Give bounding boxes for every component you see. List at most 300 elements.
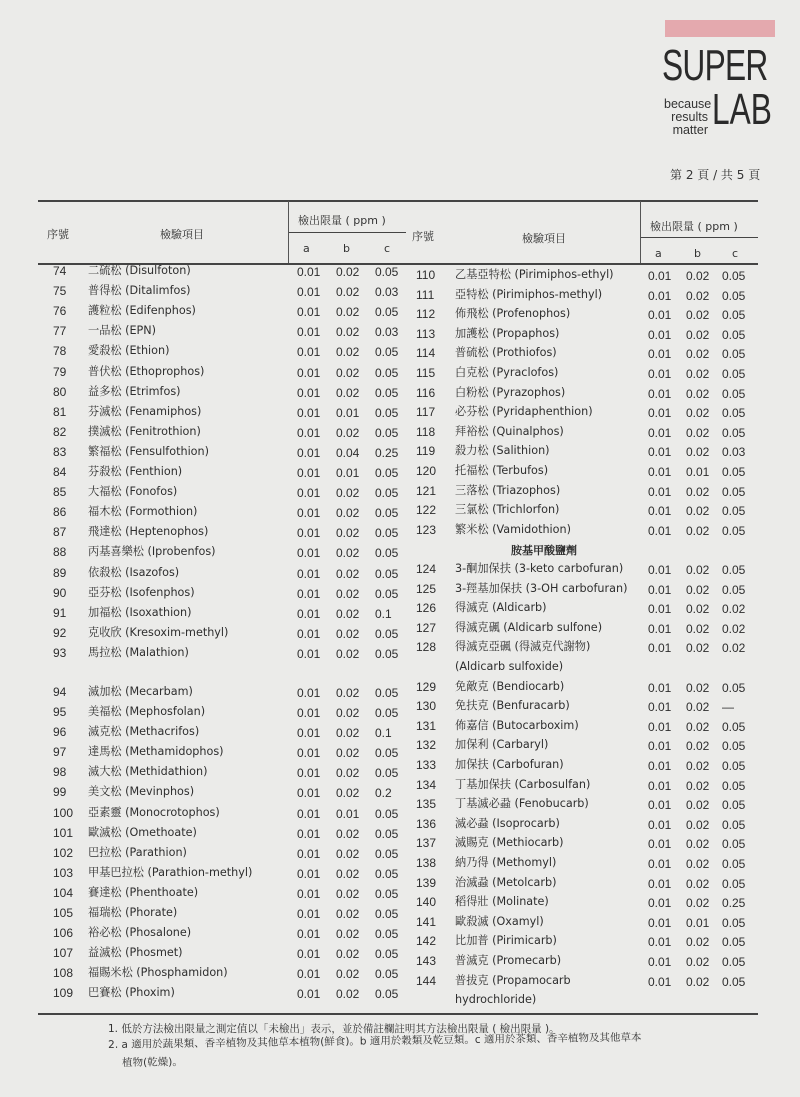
row-limit-c: 0.05 — [375, 766, 399, 781]
row-limit-b: 0.02 — [686, 719, 710, 734]
header-divider-left — [288, 201, 289, 263]
row-limit-a: 0.01 — [648, 484, 672, 499]
row-limit-a: 0.01 — [297, 646, 321, 661]
row-limit-c: 0.05 — [722, 778, 746, 793]
row-limit-b: 0.02 — [336, 265, 360, 279]
row-limit-b: 0.02 — [686, 857, 710, 871]
row-limit-b: 0.02 — [686, 484, 710, 499]
row-item: 3-酮加保扶 (3-keto carbofuran) — [455, 562, 624, 575]
row-limit-a: 0.01 — [297, 967, 321, 982]
row-limit-b: 0.01 — [686, 915, 710, 930]
header-c: c — [732, 247, 739, 260]
row-item: 三氯松 (Trichlorfon) — [455, 503, 560, 517]
row-limit-a: 0.01 — [297, 907, 321, 921]
row-limit-c: 0.05 — [375, 967, 399, 982]
row-seq: 131 — [416, 718, 437, 733]
row-limit-b: 0.04 — [336, 445, 360, 460]
row-seq: 125 — [416, 581, 437, 596]
row-seq: 106 — [53, 926, 74, 941]
row-item: 一品松 (EPN) — [88, 324, 157, 338]
row-limit-b: 0.02 — [336, 826, 360, 841]
row-seq: 135 — [416, 797, 437, 812]
row-seq: 108 — [53, 966, 74, 981]
row-item: (Aldicarb sulfoxide) — [455, 660, 564, 673]
row-item: 普滅克 (Promecarb) — [455, 954, 562, 967]
row-limit-c: 0.05 — [375, 265, 399, 279]
row-limit-a: 0.01 — [297, 606, 321, 621]
row-limit-c: 0.05 — [375, 927, 399, 942]
row-seq: 103 — [53, 865, 74, 880]
row-seq: 89 — [53, 565, 67, 580]
row-item: 普得松 (Ditalimfos) — [88, 284, 191, 298]
row-limit-c: 0.05 — [375, 846, 399, 861]
row-item: 歐滅松 (Omethoate) — [88, 825, 197, 839]
row-limit-c: 0.05 — [722, 269, 746, 283]
row-seq: 124 — [416, 562, 437, 576]
row-limit-c: 0.05 — [722, 680, 746, 695]
row-item: 甲基巴拉松 (Parathion-methyl) — [88, 865, 253, 879]
row-limit-a: 0.01 — [648, 641, 672, 656]
row-limit-c: 0.05 — [722, 837, 746, 852]
row-limit-b: 0.02 — [686, 523, 710, 538]
row-limit-a: 0.01 — [297, 385, 321, 400]
logo-tagline — [664, 97, 712, 137]
row-limit-c: 0.05 — [375, 526, 399, 541]
row-limit-b: 0.01 — [336, 405, 360, 420]
row-limit-a: 0.01 — [648, 465, 672, 479]
row-seq: 123 — [416, 522, 437, 537]
row-limit-a: 0.01 — [297, 806, 321, 821]
row-limit-c: 0.05 — [375, 626, 399, 641]
row-limit-b: 0.02 — [686, 563, 710, 577]
row-item: 免扶克 (Benfuracarb) — [455, 699, 570, 713]
row-limit-a: 0.01 — [648, 935, 672, 950]
row-seq: 139 — [416, 875, 437, 890]
row-limit-a: 0.01 — [297, 826, 321, 841]
row-item: 免敵克 (Bendiocarb) — [455, 679, 565, 693]
row-item: 福賜米松 (Phosphamidon) — [88, 966, 228, 980]
row-limit-c: 0.05 — [375, 546, 399, 561]
row-item: 佈嘉信 (Butocarboxim) — [455, 718, 579, 732]
row-item: 加保扶 (Carbofuran) — [455, 758, 564, 771]
row-seq: 81 — [53, 404, 67, 419]
row-seq: 93 — [53, 645, 67, 660]
row-seq: 116 — [416, 385, 436, 400]
row-limit-b: 0.02 — [336, 987, 360, 1002]
row-item: 必芬松 (Pyridaphenthion) — [455, 405, 593, 419]
row-limit-b: 0.02 — [336, 526, 360, 541]
row-limit-b: 0.02 — [336, 786, 360, 801]
row-limit-c: 0.05 — [722, 367, 746, 381]
row-limit-a: 0.01 — [297, 866, 321, 881]
row-limit-b: 0.02 — [336, 385, 360, 400]
row-limit-a: 0.01 — [297, 566, 321, 581]
row-item: 美福松 (Mephosfolan) — [88, 705, 206, 718]
row-limit-c: 0.05 — [722, 425, 746, 440]
header-limit: 檢出限量 ( ppm ) — [650, 220, 738, 233]
header-seq: 序號 — [47, 228, 69, 241]
row-item: 撲滅松 (Fenitrothion) — [88, 424, 201, 438]
row-limit-b: 0.02 — [686, 425, 710, 440]
category-heading: 胺基甲酸鹽劑 — [511, 544, 577, 558]
row-seq: 98 — [53, 765, 67, 780]
row-item: 乙基亞特松 (Pirimiphos-ethyl) — [455, 268, 614, 281]
row-item: 拜裕松 (Quinalphos) — [455, 424, 564, 438]
row-limit-c: 0.05 — [375, 305, 399, 320]
row-limit-a: 0.01 — [297, 726, 321, 741]
row-limit-b: 0.02 — [336, 486, 360, 501]
row-limit-a: 0.01 — [648, 719, 672, 734]
row-limit-c: 0.05 — [375, 746, 399, 761]
row-item: 加保利 (Carbaryl) — [455, 738, 549, 752]
row-limit-a: 0.01 — [297, 626, 321, 641]
row-seq: 129 — [416, 679, 437, 694]
row-limit-a: 0.01 — [648, 837, 672, 852]
row-limit-c: 0.05 — [375, 886, 399, 901]
brand-accent-bar — [665, 20, 775, 37]
row-limit-c: 0.05 — [375, 365, 399, 380]
row-item: 滅賜克 (Methiocarb) — [455, 836, 564, 850]
row-limit-a: 0.01 — [297, 305, 321, 320]
row-item: 亞芬松 (Isofenphos) — [88, 585, 195, 599]
row-seq: 128 — [416, 640, 437, 655]
row-limit-a: 0.01 — [297, 846, 321, 861]
row-limit-c: 0.05 — [375, 385, 399, 400]
row-limit-b: 0.02 — [336, 606, 360, 621]
row-limit-c: 0.05 — [375, 987, 399, 1002]
row-seq: 121 — [416, 483, 437, 498]
row-seq: 110 — [416, 268, 436, 282]
row-limit-b: 0.02 — [686, 582, 710, 597]
row-limit-c: — — [722, 700, 734, 715]
row-limit-b: 0.02 — [336, 846, 360, 861]
row-limit-c: 0.05 — [375, 706, 399, 720]
row-seq: 80 — [53, 384, 67, 399]
row-limit-c: 0.05 — [722, 582, 746, 597]
row-limit-c: 0.05 — [375, 425, 399, 440]
row-limit-c: 0.05 — [722, 817, 746, 832]
row-item: 福木松 (Formothion) — [88, 505, 198, 519]
row-limit-a: 0.01 — [648, 680, 672, 695]
header-subrule-left — [288, 232, 406, 233]
row-item: 二硫松 (Disulfoton) — [88, 264, 191, 277]
row-item: 得滅克亞碸 (得滅克代謝物) — [455, 640, 591, 654]
row-seq: 130 — [416, 699, 437, 714]
row-limit-b: 0.02 — [336, 907, 360, 921]
row-item: 馬拉松 (Malathion) — [88, 645, 189, 659]
row-limit-b: 0.02 — [686, 778, 710, 793]
row-seq: 115 — [416, 366, 436, 380]
table-bottom-rule — [38, 1013, 758, 1015]
row-item: 普硫松 (Prothiofos) — [455, 346, 557, 360]
row-limit-c: 0.25 — [375, 445, 399, 460]
row-limit-a: 0.01 — [297, 265, 321, 279]
row-seq: 96 — [53, 725, 67, 740]
row-limit-b: 0.02 — [686, 269, 710, 283]
row-item: 滅必蝨 (Isoprocarb) — [455, 816, 560, 830]
row-limit-c: 0.05 — [722, 327, 746, 342]
row-limit-b: 0.02 — [336, 947, 360, 962]
row-limit-a: 0.01 — [648, 308, 672, 323]
row-limit-c: 0.05 — [722, 719, 746, 734]
row-seq: 120 — [416, 464, 437, 478]
row-limit-c: 0.1 — [375, 606, 392, 621]
row-seq: 143 — [416, 954, 437, 968]
logo-lab-text: LAB — [712, 85, 772, 134]
row-limit-a: 0.01 — [648, 602, 672, 617]
row-seq: 85 — [53, 485, 67, 500]
row-item: 巴拉松 (Parathion) — [88, 845, 187, 859]
row-limit-a: 0.01 — [297, 445, 321, 460]
row-limit-c: 0.05 — [375, 506, 399, 521]
row-limit-c: 0.03 — [375, 325, 399, 340]
row-seq: 109 — [53, 986, 74, 1001]
row-limit-b: 0.02 — [336, 305, 360, 320]
row-seq: 127 — [416, 620, 437, 635]
row-limit-a: 0.01 — [648, 857, 672, 871]
row-limit-c: 0.05 — [722, 308, 746, 323]
row-limit-c: 0.02 — [722, 641, 746, 656]
row-limit-b: 0.02 — [686, 641, 710, 656]
row-item: 普拔克 (Propamocarb — [455, 973, 571, 987]
row-limit-c: 0.05 — [722, 406, 746, 421]
row-limit-b: 0.02 — [686, 739, 710, 754]
row-seq: 104 — [53, 885, 74, 900]
row-limit-c: 0.25 — [722, 896, 746, 911]
row-limit-a: 0.01 — [297, 586, 321, 601]
row-seq: 97 — [53, 745, 67, 760]
row-limit-a: 0.01 — [648, 896, 672, 911]
row-limit-a: 0.01 — [648, 269, 672, 283]
row-seq: 87 — [53, 525, 67, 540]
header-b: b — [694, 247, 701, 260]
row-seq: 118 — [416, 424, 436, 439]
row-limit-a: 0.01 — [648, 876, 672, 891]
tagline-line: results — [671, 110, 708, 124]
row-seq: 83 — [53, 444, 67, 459]
row-item: 納乃得 (Methomyl) — [455, 856, 557, 869]
row-limit-c: 0.05 — [722, 465, 746, 479]
row-limit-c: 0.05 — [722, 563, 746, 577]
row-limit-b: 0.02 — [686, 288, 710, 303]
row-limit-a: 0.01 — [648, 700, 672, 715]
footnote-1: 1. 低於方法檢出限量之測定值以「未檢出」表示，並於備註欄註明其方法檢出限量 ( 檢出限量 )。 — [108, 1023, 560, 1035]
row-limit-b: 0.02 — [686, 367, 710, 381]
row-limit-b: 0.02 — [336, 546, 360, 561]
row-limit-c: 0.05 — [375, 826, 399, 841]
row-limit-c: 0.05 — [722, 347, 746, 362]
row-item: 白克松 (Pyraclofos) — [455, 366, 559, 379]
row-item: 芬殺松 (Fenthion) — [88, 465, 183, 478]
row-limit-c: 0.05 — [722, 798, 746, 813]
row-item: 亞特松 (Pirimiphos-methyl) — [455, 287, 603, 301]
row-limit-a: 0.01 — [297, 425, 321, 440]
row-item: 治滅蝨 (Metolcarb) — [455, 875, 557, 889]
row-limit-b: 0.01 — [336, 466, 360, 480]
row-item: 巴賽松 (Phoxim) — [88, 986, 175, 1000]
row-seq: 95 — [53, 705, 67, 719]
row-item: 稻得壯 (Molinate) — [455, 895, 549, 909]
row-limit-a: 0.01 — [648, 367, 672, 381]
row-limit-b: 0.02 — [336, 685, 360, 700]
page-number: 第 2 頁 / 共 5 頁 — [670, 168, 761, 182]
row-item: 加護松 (Propaphos) — [455, 326, 560, 340]
row-limit-b: 0.02 — [336, 345, 360, 360]
header-c: c — [384, 242, 391, 255]
row-limit-c: 0.1 — [375, 726, 392, 741]
row-limit-b: 0.02 — [336, 967, 360, 982]
row-limit-a: 0.01 — [297, 706, 321, 720]
row-limit-a: 0.01 — [297, 786, 321, 801]
header-limit: 檢出限量 ( ppm ) — [298, 214, 386, 227]
row-seq: 136 — [416, 816, 437, 831]
row-seq: 114 — [416, 346, 436, 361]
row-limit-b: 0.02 — [686, 798, 710, 813]
row-limit-b: 0.02 — [336, 766, 360, 781]
row-item: 托福松 (Terbufos) — [455, 464, 549, 477]
row-limit-b: 0.02 — [336, 586, 360, 601]
row-limit-c: 0.03 — [375, 285, 399, 300]
row-seq: 78 — [53, 344, 67, 359]
row-limit-c: 0.2 — [375, 786, 392, 801]
row-limit-b: 0.02 — [686, 955, 710, 969]
row-seq: 74 — [53, 264, 67, 278]
row-item: 比加普 (Pirimicarb) — [455, 934, 557, 948]
row-seq: 88 — [53, 545, 67, 560]
row-limit-b: 0.02 — [336, 566, 360, 581]
row-item: 滅克松 (Methacrifos) — [88, 725, 200, 739]
row-limit-b: 0.02 — [336, 726, 360, 741]
row-item: 達馬松 (Methamidophos) — [88, 745, 224, 759]
row-limit-c: 0.05 — [722, 523, 746, 538]
row-seq: 107 — [53, 946, 74, 961]
footnote-2-cont: 植物(乾燥)。 — [122, 1056, 183, 1069]
row-limit-c: 0.05 — [722, 504, 746, 519]
row-item: 丁基滅必蝨 (Fenobucarb) — [455, 797, 589, 811]
row-seq: 94 — [53, 684, 67, 699]
row-seq: 79 — [53, 364, 67, 379]
header-subrule-right — [640, 237, 758, 238]
header-item: 檢驗項目 — [522, 232, 566, 245]
logo-super-text: SUPER — [662, 41, 768, 90]
row-limit-a: 0.01 — [648, 523, 672, 538]
row-item: 亞素靈 (Monocrotophos) — [88, 805, 220, 819]
tagline-line: because — [664, 97, 712, 111]
header-divider-right — [640, 201, 641, 263]
row-limit-a: 0.01 — [648, 974, 672, 989]
row-limit-a: 0.01 — [648, 406, 672, 421]
row-item: 佈飛松 (Profenophos) — [455, 307, 571, 321]
row-limit-a: 0.01 — [648, 582, 672, 597]
row-limit-c: 0.05 — [722, 857, 746, 871]
row-limit-c: 0.05 — [375, 646, 399, 661]
row-limit-b: 0.02 — [686, 386, 710, 401]
row-item: 益多松 (Etrimfos) — [88, 384, 181, 398]
row-seq: 142 — [416, 934, 437, 949]
row-limit-b: 0.02 — [686, 504, 710, 519]
row-seq: 100 — [53, 805, 74, 820]
footnote-2: 2. a 適用於蔬果類、香辛植物及其他草本植物(鮮食)。b 適用於穀類及乾豆類。c 適用於茶類、香辛植物及其他草本 — [108, 1031, 642, 1051]
row-limit-c: 0.05 — [375, 947, 399, 962]
row-seq: 138 — [416, 856, 437, 870]
row-limit-c: 0.05 — [375, 685, 399, 700]
row-limit-c: 0.03 — [722, 445, 746, 460]
row-limit-b: 0.02 — [336, 746, 360, 761]
row-item: 芬滅松 (Fenamiphos) — [88, 404, 202, 418]
row-seq: 86 — [53, 505, 67, 520]
row-item: 加福松 (Isoxathion) — [88, 605, 192, 619]
row-seq: 112 — [416, 307, 436, 322]
row-limit-c: 0.05 — [375, 806, 399, 821]
row-item: 美文松 (Mevinphos) — [88, 785, 195, 799]
row-limit-b: 0.01 — [336, 806, 360, 821]
row-seq: 117 — [416, 405, 436, 420]
row-seq: 126 — [416, 601, 437, 616]
row-item: 白粉松 (Pyrazophos) — [455, 385, 566, 399]
row-item: 益滅松 (Phosmet) — [88, 946, 183, 960]
row-limit-c: 0.05 — [375, 866, 399, 881]
row-seq: 92 — [53, 625, 67, 640]
row-limit-b: 0.02 — [336, 706, 360, 720]
row-limit-b: 0.02 — [686, 837, 710, 852]
row-item: 殺力松 (Salithion) — [455, 444, 550, 458]
row-limit-a: 0.01 — [297, 927, 321, 942]
row-seq: 137 — [416, 836, 437, 851]
row-limit-a: 0.01 — [648, 386, 672, 401]
row-seq: 84 — [53, 465, 67, 479]
row-limit-a: 0.01 — [648, 621, 672, 636]
row-limit-c: 0.05 — [722, 935, 746, 950]
row-seq: 76 — [53, 304, 67, 319]
row-limit-a: 0.01 — [648, 425, 672, 440]
row-limit-a: 0.01 — [297, 405, 321, 420]
row-limit-a: 0.01 — [648, 798, 672, 813]
row-seq: 82 — [53, 424, 67, 439]
row-item: 克收欣 (Kresoxim-methyl) — [88, 625, 229, 639]
row-item: 丙基喜樂松 (Iprobenfos) — [88, 545, 216, 559]
row-item: 普伏松 (Ethoprophos) — [88, 364, 205, 378]
row-seq: 101 — [53, 825, 74, 840]
row-limit-c: 0.02 — [722, 602, 746, 617]
row-limit-b: 0.02 — [336, 927, 360, 942]
row-item: 丁基加保扶 (Carbosulfan) — [455, 777, 591, 791]
tagline-line: matter — [672, 123, 708, 137]
row-item: 歐殺滅 (Oxamyl) — [455, 914, 544, 928]
row-limit-b: 0.02 — [686, 817, 710, 832]
row-item: 繁米松 (Vamidothion) — [455, 522, 571, 536]
row-limit-b: 0.02 — [336, 626, 360, 641]
row-item: 裕必松 (Phosalone) — [88, 926, 192, 940]
row-limit-a: 0.01 — [297, 766, 321, 781]
row-limit-a: 0.01 — [297, 466, 321, 480]
row-seq: 105 — [53, 906, 74, 920]
row-limit-b: 0.02 — [686, 759, 710, 773]
row-limit-c: 0.05 — [722, 739, 746, 754]
row-item: 滅大松 (Methidathion) — [88, 765, 208, 779]
row-item: 賽達松 (Phenthoate) — [88, 885, 199, 899]
row-item: 三落松 (Triazophos) — [455, 483, 561, 497]
row-limit-c: 0.05 — [722, 915, 746, 930]
row-limit-a: 0.01 — [297, 486, 321, 501]
row-limit-c: 0.05 — [375, 566, 399, 581]
row-limit-a: 0.01 — [648, 759, 672, 773]
row-limit-a: 0.01 — [297, 325, 321, 340]
row-limit-b: 0.02 — [686, 406, 710, 421]
row-limit-b: 0.01 — [686, 465, 710, 479]
row-item: 愛殺松 (Ethion) — [88, 344, 170, 358]
row-seq: 122 — [416, 503, 437, 518]
row-limit-c: 0.05 — [722, 484, 746, 499]
